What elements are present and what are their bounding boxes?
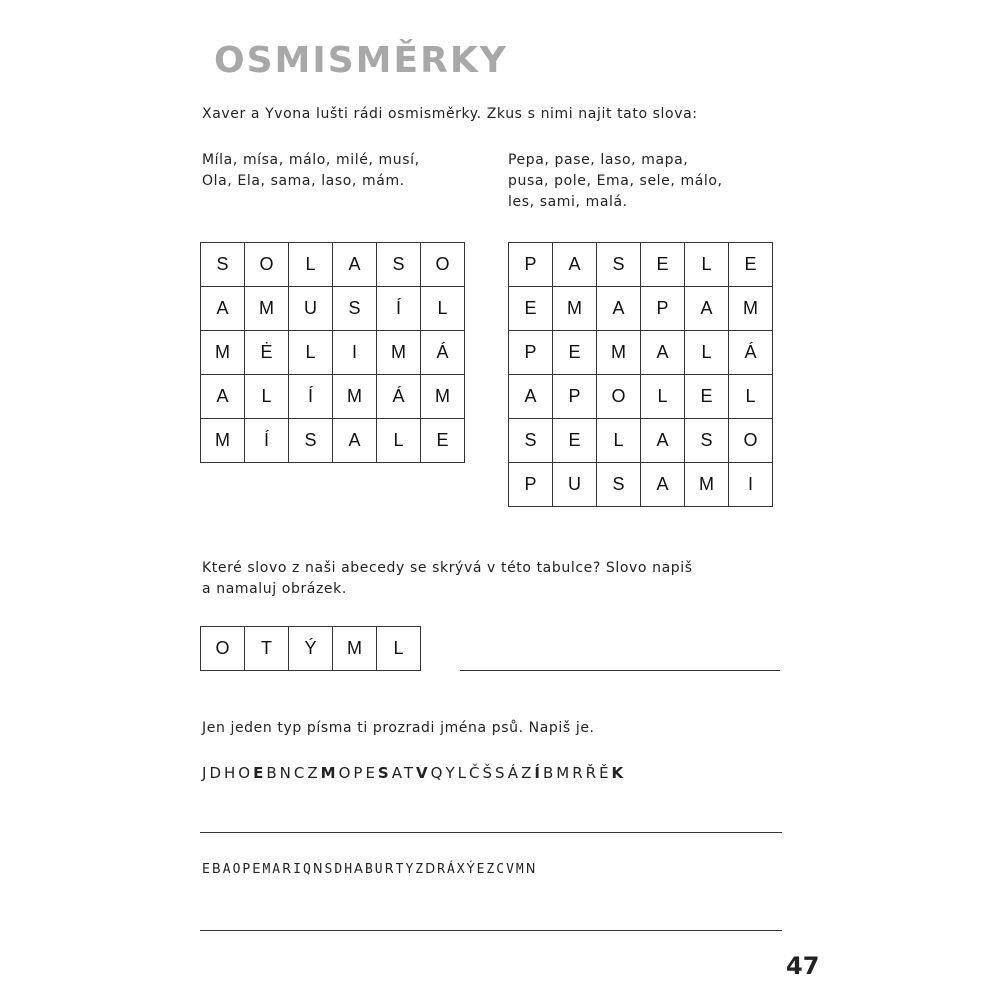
- grid-cell[interactable]: P: [553, 375, 597, 419]
- puzzle-letter: Q: [430, 764, 446, 782]
- grid-cell[interactable]: M: [377, 331, 421, 375]
- puzzle-letter: B: [364, 862, 375, 877]
- grid-cell[interactable]: M: [333, 627, 377, 671]
- grid-cell[interactable]: A: [333, 419, 377, 463]
- grid-row: [509, 463, 773, 507]
- word-list-right-line: pusa, pole, Ema, sele, málo,: [508, 173, 723, 189]
- grid-cell[interactable]: A: [333, 243, 377, 287]
- grid-cell[interactable]: M: [729, 287, 773, 331]
- puzzle-letter: C: [496, 862, 507, 877]
- puzzle-letter: E: [202, 862, 212, 877]
- grid-row: [509, 243, 773, 287]
- puzzle-letter: O: [238, 764, 254, 782]
- grid-row: [201, 627, 421, 671]
- grid-cell[interactable]: Ė: [245, 331, 289, 375]
- word-search-grid-right: [508, 242, 773, 507]
- puzzle-letter: Z: [307, 764, 321, 782]
- grid-cell[interactable]: L: [641, 375, 685, 419]
- grid-cell[interactable]: A: [201, 375, 245, 419]
- puzzle-letter: Á: [446, 862, 457, 877]
- grid-cell[interactable]: Ý: [289, 627, 333, 671]
- puzzle-letter: A: [354, 862, 365, 877]
- puzzle-letter: O: [338, 764, 354, 782]
- puzzle-letter: T: [395, 862, 406, 877]
- grid-cell[interactable]: P: [509, 463, 553, 507]
- grid-row: [509, 331, 773, 375]
- grid-cell[interactable]: O: [729, 419, 773, 463]
- puzzle-letter: Š: [482, 764, 495, 782]
- puzzle-letter: P: [242, 862, 253, 877]
- grid-cell[interactable]: I: [333, 331, 377, 375]
- puzzle-letter: Y: [445, 764, 458, 782]
- grid-cell[interactable]: A: [641, 463, 685, 507]
- grid-cell[interactable]: O: [421, 243, 465, 287]
- grid-cell[interactable]: T: [245, 627, 289, 671]
- grid-cell[interactable]: M: [245, 287, 289, 331]
- grid-row: [201, 287, 465, 331]
- grid-cell[interactable]: L: [289, 331, 333, 375]
- grid-cell[interactable]: S: [201, 243, 245, 287]
- puzzle-letter: H: [224, 764, 239, 782]
- grid-cell[interactable]: A: [509, 375, 553, 419]
- grid-cell[interactable]: Á: [377, 375, 421, 419]
- puzzle-letter: T: [403, 764, 417, 782]
- grid-cell[interactable]: A: [641, 331, 685, 375]
- puzzle-letter: R: [572, 764, 586, 782]
- puzzle-letter: Z: [521, 764, 535, 782]
- grid-cell[interactable]: A: [553, 243, 597, 287]
- puzzle-letter: R: [282, 862, 294, 877]
- grid-row: [509, 419, 773, 463]
- puzzle-letter: J: [202, 764, 210, 782]
- puzzle-letter: X: [456, 862, 467, 877]
- puzzle-letter: N: [279, 764, 294, 782]
- grid-cell[interactable]: U: [289, 287, 333, 331]
- question-dog-names: Jen jeden typ písma ti prozradi jména psů. Napiš je.: [202, 720, 595, 736]
- puzzle-letter: Č: [468, 764, 483, 782]
- grid-row: [201, 243, 465, 287]
- word-list-left-line: Ola, Ela, sama, laso, mám.: [202, 173, 405, 189]
- puzzle-letter: E: [365, 764, 378, 782]
- puzzle-letter: A: [222, 862, 233, 877]
- page-number: 47: [786, 952, 820, 980]
- puzzle-letter: B: [542, 764, 557, 782]
- grid-row: [201, 375, 465, 419]
- grid-cell[interactable]: M: [201, 419, 245, 463]
- grid-cell[interactable]: E: [641, 243, 685, 287]
- puzzle-letter: K: [611, 764, 627, 782]
- puzzle-letter: A: [272, 862, 283, 877]
- grid-cell[interactable]: M: [685, 463, 729, 507]
- puzzle-letter: R: [437, 862, 447, 877]
- grid-cell[interactable]: L: [377, 419, 421, 463]
- puzzle-letter: R: [384, 862, 396, 877]
- puzzle-letter: S: [494, 764, 508, 782]
- puzzle-letter: V: [416, 764, 431, 782]
- grid-row: [201, 331, 465, 375]
- answer-line-dog-name-1[interactable]: [200, 832, 782, 833]
- puzzle-letter: O: [232, 862, 243, 877]
- puzzle-letter: Z: [415, 862, 426, 877]
- grid-cell[interactable]: E: [685, 375, 729, 419]
- word-list-right-line: Pepa, pase, laso, mapa,: [508, 152, 689, 168]
- grid-cell[interactable]: O: [201, 627, 245, 671]
- question-hidden-word: [202, 558, 693, 600]
- puzzle-letter: I: [293, 862, 303, 877]
- grid-cell[interactable]: L: [685, 331, 729, 375]
- grid-cell[interactable]: A: [597, 287, 641, 331]
- puzzle-letter: B: [266, 764, 280, 782]
- grid-cell[interactable]: Á: [421, 331, 465, 375]
- grid-cell[interactable]: A: [641, 419, 685, 463]
- grid-cell[interactable]: L: [685, 243, 729, 287]
- question-line: a namaluj obrázek.: [202, 581, 347, 597]
- grid-cell[interactable]: E: [729, 243, 773, 287]
- grid-cell[interactable]: S: [377, 243, 421, 287]
- puzzle-letter: M: [556, 764, 573, 782]
- grid-cell[interactable]: S: [597, 463, 641, 507]
- word-list-left: [202, 150, 420, 192]
- puzzle-letter: Ý: [466, 862, 477, 877]
- letter-row-1: [202, 764, 626, 782]
- grid-cell[interactable]: P: [509, 331, 553, 375]
- grid-cell[interactable]: S: [333, 287, 377, 331]
- grid-cell[interactable]: L: [377, 627, 421, 671]
- grid-cell[interactable]: L: [729, 375, 773, 419]
- grid-cell[interactable]: M: [597, 331, 641, 375]
- grid-cell[interactable]: O: [245, 243, 289, 287]
- puzzle-letter: A: [391, 764, 404, 782]
- grid-cell[interactable]: A: [685, 287, 729, 331]
- grid-cell[interactable]: E: [421, 419, 465, 463]
- puzzle-letter: Á: [507, 764, 522, 782]
- intro-text: Xaver a Yvona lušti rádi osmisměrky. Zkus s nimi najit tato slova:: [202, 106, 698, 122]
- puzzle-letter: Y: [405, 862, 416, 877]
- grid-cell[interactable]: S: [289, 419, 333, 463]
- puzzle-letter: S: [324, 862, 335, 877]
- puzzle-letter: N: [312, 862, 325, 877]
- puzzle-letter: H: [344, 862, 355, 877]
- grid-cell[interactable]: M: [553, 287, 597, 331]
- grid-cell[interactable]: S: [509, 419, 553, 463]
- page-title: OSMISMĚRKY: [214, 40, 508, 81]
- puzzle-letter: M: [262, 862, 273, 877]
- word-list-right-line: les, sami, malá.: [508, 194, 628, 210]
- puzzle-letter: U: [374, 862, 385, 877]
- grid-cell[interactable]: I: [729, 463, 773, 507]
- puzzle-letter: E: [253, 764, 267, 782]
- puzzle-letter: M: [515, 862, 526, 877]
- grid-cell[interactable]: Í: [289, 375, 333, 419]
- grid-cell[interactable]: L: [245, 375, 289, 419]
- grid-cell[interactable]: U: [553, 463, 597, 507]
- puzzle-letter: E: [476, 862, 487, 877]
- puzzle-letter: S: [377, 764, 392, 782]
- grid-cell[interactable]: E: [509, 287, 553, 331]
- word-list-left-line: Míla, mísa, málo, milé, musí,: [202, 152, 420, 168]
- grid-cell[interactable]: S: [685, 419, 729, 463]
- puzzle-letter: Q: [302, 862, 313, 877]
- grid-cell[interactable]: E: [553, 419, 597, 463]
- grid-cell[interactable]: O: [597, 375, 641, 419]
- grid-cell[interactable]: S: [597, 243, 641, 287]
- grid-cell[interactable]: P: [641, 287, 685, 331]
- question-line: Které slovo z naši abecedy se skrývá v této tabulce? Slovo napiš: [202, 560, 693, 576]
- letter-row-2: [202, 862, 537, 877]
- grid-cell[interactable]: M: [421, 375, 465, 419]
- puzzle-letter: Ě: [599, 764, 612, 782]
- grid-cell[interactable]: A: [201, 287, 245, 331]
- grid-cell[interactable]: P: [509, 243, 553, 287]
- puzzle-letter: Z: [486, 862, 497, 877]
- grid-row: [201, 419, 465, 463]
- puzzle-letter: L: [457, 764, 469, 782]
- puzzle-letter: D: [425, 862, 438, 877]
- grid-cell[interactable]: M: [201, 331, 245, 375]
- grid-cell[interactable]: Í: [245, 419, 289, 463]
- puzzle-letter: E: [252, 862, 263, 877]
- puzzle-letter: P: [353, 764, 366, 782]
- puzzle-letter: M: [320, 764, 339, 782]
- grid-cell[interactable]: L: [289, 243, 333, 287]
- puzzle-letter: D: [209, 764, 224, 782]
- puzzle-letter: N: [525, 862, 538, 877]
- grid-cell[interactable]: L: [421, 287, 465, 331]
- answer-line-hidden-word[interactable]: [460, 670, 780, 671]
- word-list-right: [508, 150, 723, 213]
- grid-cell[interactable]: E: [553, 331, 597, 375]
- grid-row: [509, 375, 773, 419]
- grid-cell[interactable]: Í: [377, 287, 421, 331]
- grid-cell[interactable]: Á: [729, 331, 773, 375]
- grid-row: [509, 287, 773, 331]
- word-search-grid-left: [200, 242, 465, 463]
- puzzle-letter: V: [506, 862, 516, 877]
- grid-cell[interactable]: M: [333, 375, 377, 419]
- grid-cell[interactable]: L: [597, 419, 641, 463]
- puzzle-letter: D: [334, 862, 345, 877]
- puzzle-letter: Ř: [585, 764, 600, 782]
- hidden-word-grid: [200, 626, 421, 671]
- puzzle-letter: B: [211, 862, 223, 877]
- puzzle-letter: Í: [534, 764, 543, 782]
- puzzle-letter: C: [293, 764, 308, 782]
- answer-line-dog-name-2[interactable]: [200, 930, 782, 931]
